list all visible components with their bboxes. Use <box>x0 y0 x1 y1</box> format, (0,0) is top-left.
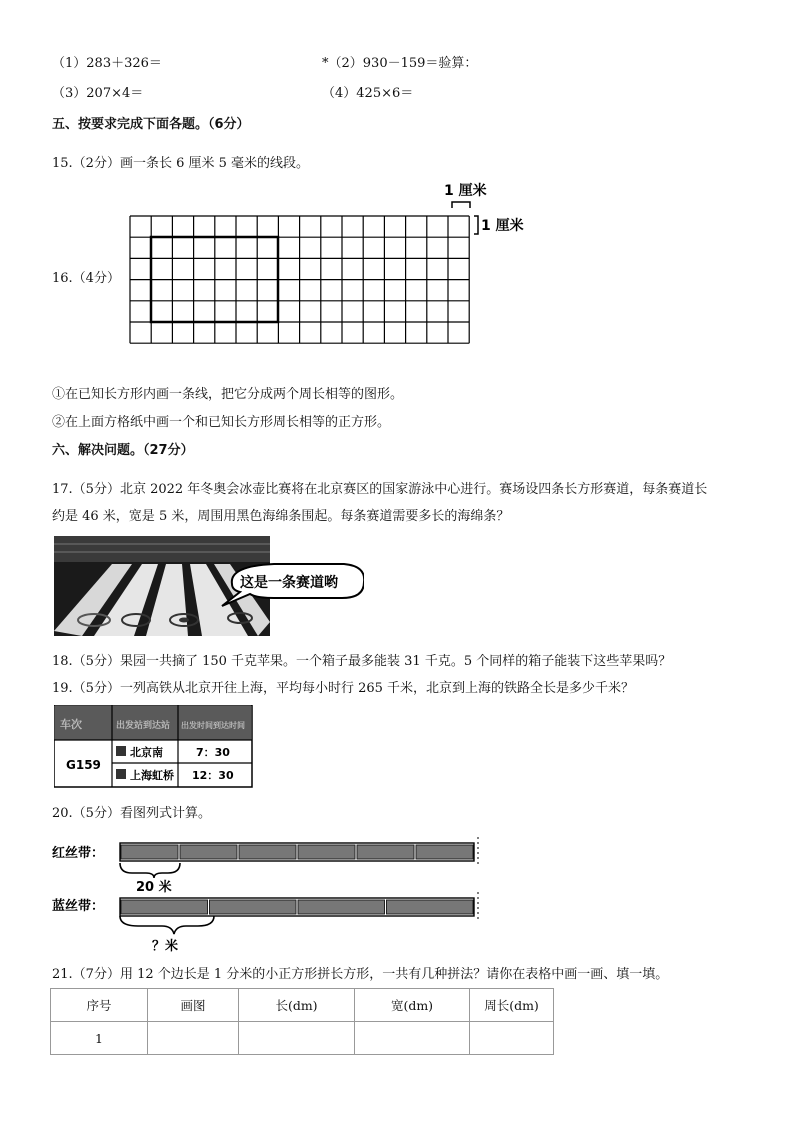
ribbon-segment <box>298 845 355 859</box>
train-header-2: 出发站到达站 <box>116 721 171 731</box>
q21-table <box>50 988 554 1055</box>
side-unit-brace <box>474 216 478 234</box>
unit-top-label: 1 厘米 <box>444 183 487 199</box>
red-ribbon <box>120 837 478 867</box>
section5-title: 五、按要求完成下面各题。（6分） <box>52 117 250 132</box>
speech-bubble-text: 这是一条赛道哟 <box>240 575 338 591</box>
ribbon-segment <box>298 900 385 914</box>
q16-label: 16.（4分） <box>52 271 120 286</box>
blue-ribbon-label: 蓝丝带： <box>52 899 105 914</box>
ribbon-segment <box>357 845 414 859</box>
top-unit-brace <box>452 202 470 208</box>
ribbon-diagram <box>50 830 490 955</box>
ribbon-segment <box>121 845 178 859</box>
train-schedule-table <box>54 705 254 789</box>
unit-side-label: 1 厘米 <box>481 218 524 234</box>
train-number: G159 <box>66 758 101 772</box>
q16-part-a: ①在已知长方形内画一条线，把它分成两个周长相等的图形。 <box>52 387 404 402</box>
table-cell[interactable] <box>355 1022 470 1055</box>
calc-q2: *（2）930－159＝验算： <box>322 56 478 71</box>
table-cell[interactable] <box>470 1022 554 1055</box>
calc-q4: （4）425×6＝ <box>322 86 414 101</box>
curling-track-image <box>54 536 364 638</box>
ribbon-segment <box>210 900 297 914</box>
red-ribbon-label: 红丝带： <box>52 846 105 861</box>
ribbon-segment <box>121 900 208 914</box>
section6-title: 六、解决问题。（27分） <box>52 443 194 458</box>
train-time-2: 12：30 <box>192 769 234 782</box>
red-ribbon-measure: 20 米 <box>136 880 172 895</box>
table-header: 长(dm) <box>239 989 355 1022</box>
table-header: 周长(dm) <box>470 989 554 1022</box>
station-icon-2 <box>116 769 126 779</box>
train-header-1: 车次 <box>60 718 82 731</box>
calc-q1: （1）283＋326＝ <box>52 56 162 71</box>
blue-ribbon <box>120 892 478 922</box>
table-cell: 1 <box>51 1022 148 1055</box>
train-station-1: 北京南 <box>130 746 163 759</box>
q17-line1: 17.（5分）北京 2022 年冬奥会冰壶比赛将在北京赛区的国家游泳中心进行。赛场设四条长方形赛道，每条赛道长 <box>52 482 708 497</box>
table-header-row <box>51 989 554 1022</box>
table-header: 序号 <box>51 989 148 1022</box>
train-header-3: 出发时间到达时间 <box>181 721 245 730</box>
train-time-1: 7：30 <box>196 746 230 759</box>
q20-text: 20.（5分）看图列式计算。 <box>52 806 211 821</box>
grid-lines <box>130 216 469 343</box>
ribbon-segment <box>180 845 237 859</box>
station-icon-1 <box>116 746 126 756</box>
q18-text: 18.（5分）果园一共摘了 150 千克苹果。一个箱子最多能装 31 千克。5 个同样的箱子能装下这些苹果吗？ <box>52 654 672 669</box>
ribbon-segment <box>387 900 474 914</box>
table-row <box>51 1022 554 1055</box>
q21-text: 21.（7分）用 12 个边长是 1 分米的小正方形拼长方形，一共有几种拼法？请你在表格中画一画、填一填。 <box>52 967 669 982</box>
blue-ribbon-measure: ？米 <box>152 939 179 954</box>
q17-line2: 约是 46 米，宽是 5 米，周围用黑色海绵条围起。每条赛道需要多长的海绵条？ <box>52 509 510 524</box>
table-cell[interactable] <box>148 1022 239 1055</box>
table-header: 宽(dm) <box>355 989 470 1022</box>
table-cell[interactable] <box>239 1022 355 1055</box>
ribbon-segment <box>239 845 296 859</box>
grid-figure <box>120 178 540 370</box>
q15-text: 15.（2分）画一条长 6 厘米 5 毫米的线段。 <box>52 156 310 171</box>
red-ribbon-brace <box>120 863 180 878</box>
blue-ribbon-brace <box>120 916 214 934</box>
calc-q3: （3）207×4＝ <box>52 86 144 101</box>
train-station-2: 上海虹桥 <box>130 769 174 782</box>
q19-text: 19.（5分）一列高铁从北京开往上海，平均每小时行 265 千米，北京到上海的铁路全长是多少千米？ <box>52 681 635 696</box>
q16-part-b: ②在上面方格纸中画一个和已知长方形周长相等的正方形。 <box>52 415 391 430</box>
table-header: 画图 <box>148 989 239 1022</box>
ribbon-segment <box>416 845 473 859</box>
